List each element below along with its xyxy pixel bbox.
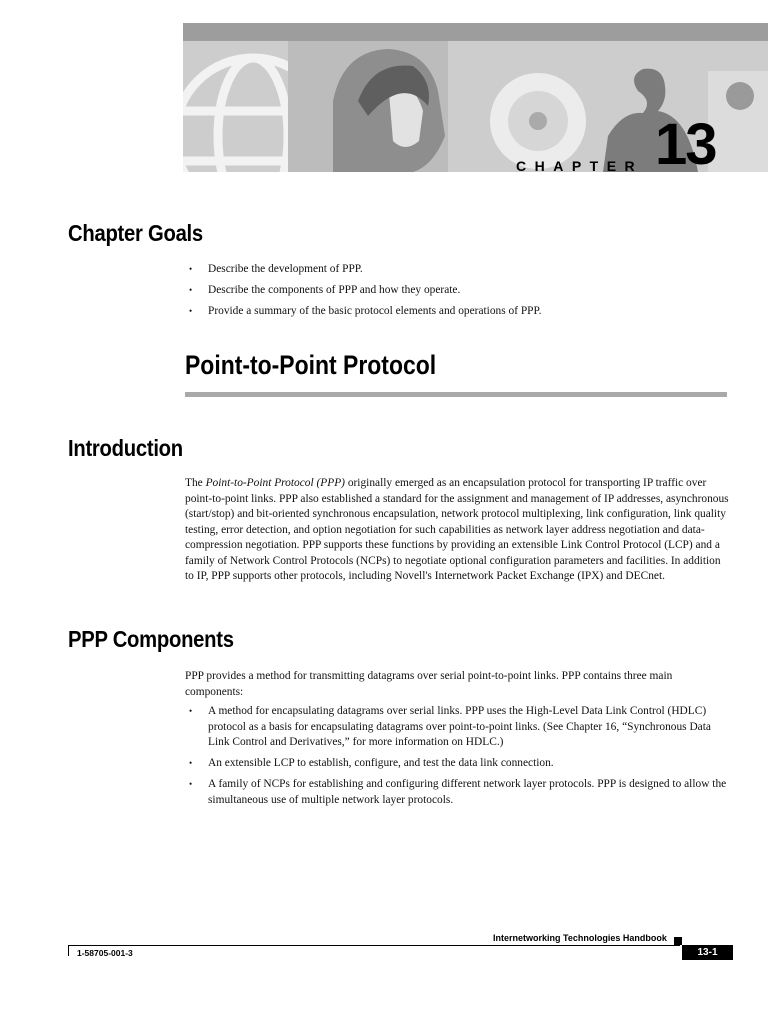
chapter-label: CHAPTER <box>516 158 644 174</box>
page-number: 13-1 <box>682 945 733 960</box>
ppp-components-intro: PPP provides a method for transmitting datagrams over serial point-to-point links. PPP contains three main components: <box>185 670 673 698</box>
list-item: • Describe the components of PPP and how they operate. <box>185 283 730 299</box>
banner-top-strip <box>183 23 768 41</box>
introduction-heading: Introduction <box>68 435 183 461</box>
ppp-components-heading: PPP Components <box>68 626 234 652</box>
list-item: • Describe the development of PPP. <box>185 262 730 278</box>
title-rule <box>185 392 727 397</box>
footer-isbn: 1-58705-001-3 <box>77 948 133 958</box>
chapter-goals-heading: Chapter Goals <box>68 220 203 246</box>
footer-book-title: Internetworking Technologies Handbook <box>493 933 667 943</box>
footer-rule <box>68 945 680 946</box>
chapter-number: 13 <box>655 112 716 177</box>
intro-text-italic: Point-to-Point Protocol (PPP) <box>205 477 345 489</box>
list-item: • A method for encapsulating datagrams over serial links. PPP uses the High-Level Data Link Control (HDLC) protocol as a basis for encapsulating datagrams over point-to-point links. (See Chapter 16, “Synchronous Data Link Control and Derivatives,” for more information on HDLC.) <box>185 704 730 751</box>
list-item: • A family of NCPs for establishing and configuring different network layer protocols. PPP is designed to allow the simultaneous use of multiple network layer protocols. <box>185 777 730 808</box>
ppp-components-list <box>185 704 730 814</box>
list-item: • Provide a summary of the basic protocol elements and operations of PPP. <box>185 304 730 320</box>
footer-tick <box>68 946 69 956</box>
intro-text-body: originally emerged as an encapsulation protocol for transporting IP traffic over point-to-point links. PPP also established a standard for the assignment and management of IP addresses, asynchronous (start/stop) and bit-oriented synchronous encapsulation, network protocol multiplexing, link configuration, link quality testing, error detection, and option negotiation for such capabilities as network layer address negotiation and data-compression negotiation. PPP supports these functions by providing an extensible Link Control Protocol (LCP) and a family of Network Control Protocols (NCPs) to negotiate optional configuration parameters and facilities. In addition to IP, PPP supports other protocols, including Novell's Internetwork Packet Exchange (IPX) and DECnet. <box>185 477 729 582</box>
introduction-paragraph <box>185 476 730 585</box>
list-item: • An extensible LCP to establish, configure, and test the data link connection. <box>185 756 730 772</box>
chapter-goals-list <box>185 262 730 325</box>
page-title: Point-to-Point Protocol <box>185 350 437 380</box>
footer-marker <box>674 937 682 945</box>
intro-text-prefix: The <box>185 477 206 489</box>
